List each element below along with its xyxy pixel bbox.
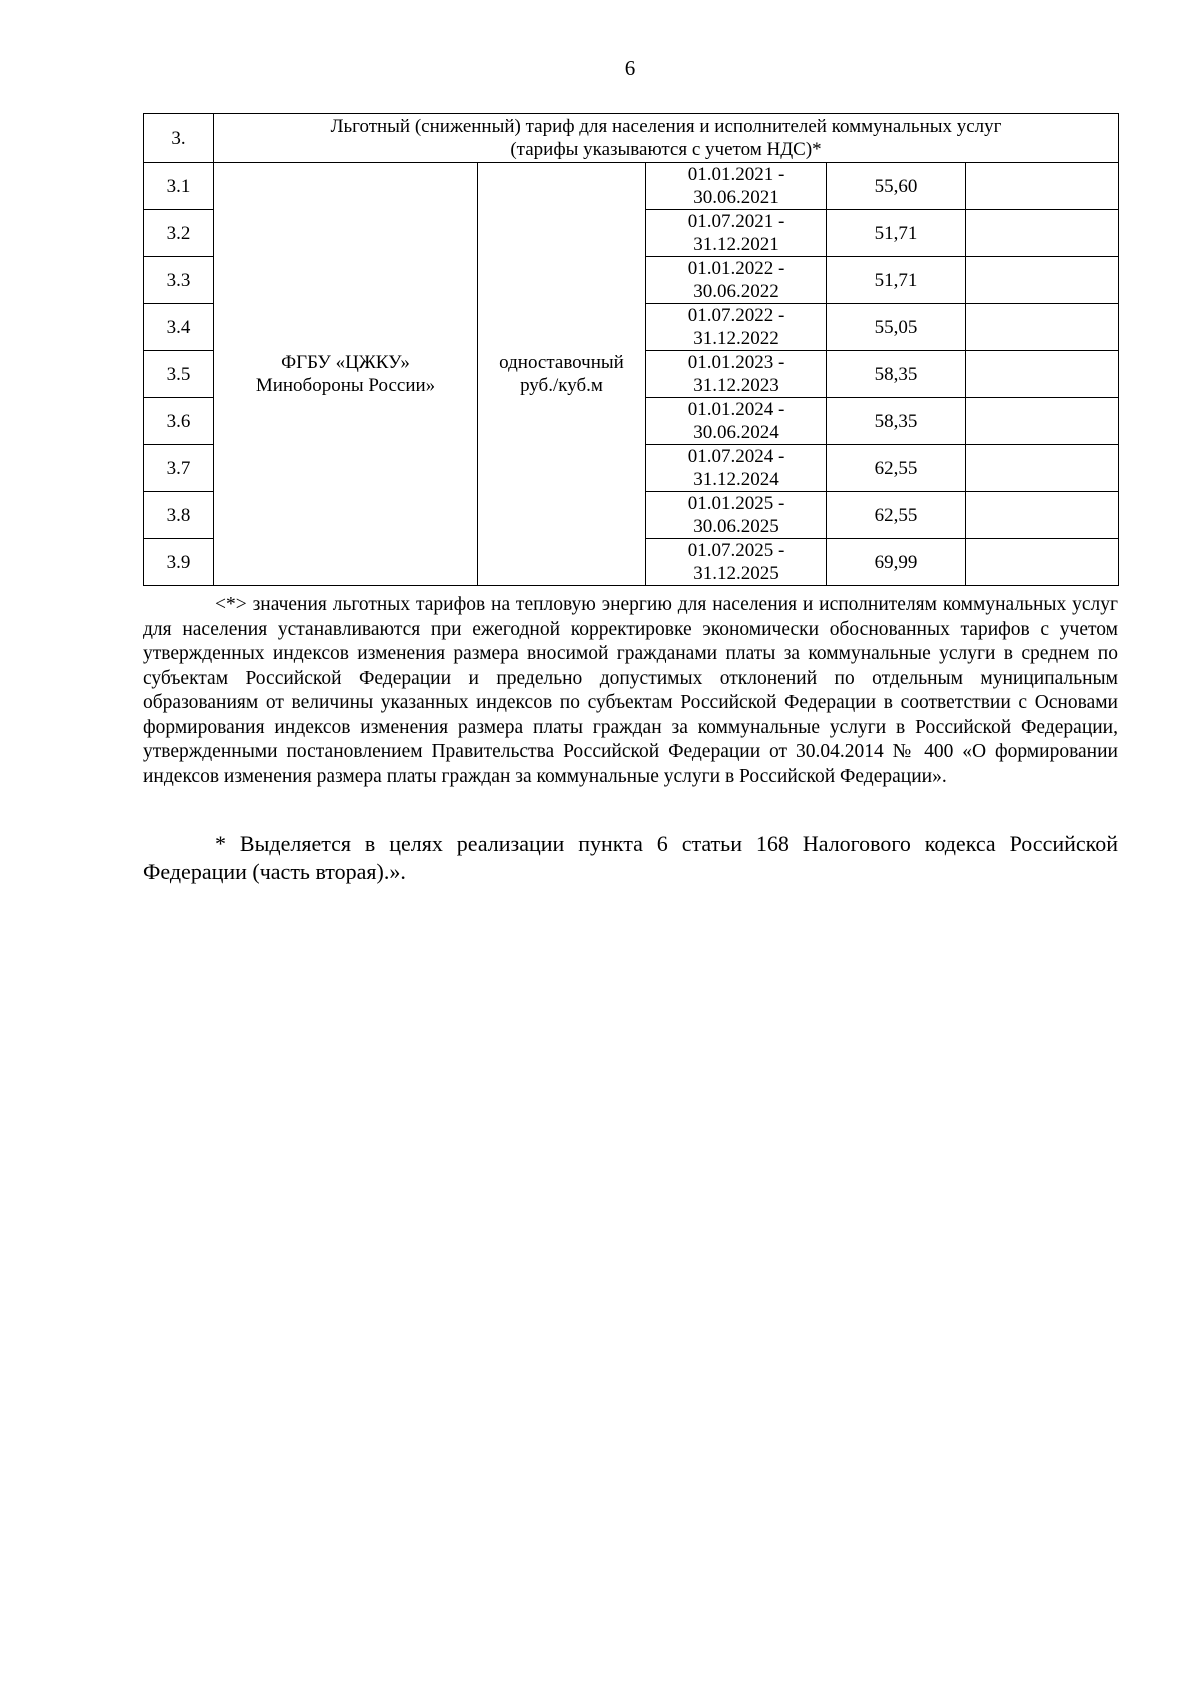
row-number: 3.2 [144, 210, 214, 257]
period-cell [646, 351, 827, 398]
period-start: 01.01.2024 - [687, 399, 785, 420]
empty-cell [966, 398, 1119, 445]
period-start: 01.01.2021 - [687, 164, 785, 185]
empty-cell [966, 304, 1119, 351]
section-header-row [144, 114, 1119, 163]
tariff-table [143, 113, 1119, 586]
period-start: 01.01.2022 - [687, 258, 785, 279]
table-row [144, 163, 1119, 210]
row-number: 3.8 [144, 492, 214, 539]
period-end: 31.12.2022 [693, 328, 779, 349]
row-number: 3.3 [144, 257, 214, 304]
period-end: 30.06.2025 [693, 516, 779, 537]
period-start: 01.01.2025 - [687, 493, 785, 514]
row-number: 3.7 [144, 445, 214, 492]
period-start: 01.07.2025 - [687, 540, 785, 561]
tariff-value: 69,99 [827, 539, 966, 586]
section-title [214, 114, 1119, 163]
page-number: 6 [624, 56, 636, 80]
period-start: 01.07.2022 - [687, 305, 785, 326]
section-number: 3. [144, 114, 214, 163]
period-cell [646, 210, 827, 257]
period-cell [646, 539, 827, 586]
row-number: 3.5 [144, 351, 214, 398]
row-number: 3.6 [144, 398, 214, 445]
footnote-vat-note: * Выделяется в целях реализации пункта 6 статьи 168 Налогового кодекса Российской Федерации (часть вторая).». [143, 831, 1118, 884]
empty-cell [966, 492, 1119, 539]
section-title-line2: (тарифы указываются с учетом НДС)* [510, 139, 822, 160]
tariff-value: 51,71 [827, 210, 966, 257]
tariff-value: 55,05 [827, 304, 966, 351]
period-cell [646, 398, 827, 445]
empty-cell [966, 163, 1119, 210]
empty-cell [966, 539, 1119, 586]
period-end: 31.12.2023 [693, 375, 779, 396]
period-end: 30.06.2022 [693, 281, 779, 302]
tariff-type-cell [478, 163, 646, 586]
period-cell [646, 257, 827, 304]
period-cell [646, 304, 827, 351]
tariff-value: 58,35 [827, 351, 966, 398]
section-title-line1: Льготный (сниженный) тариф для населения и исполнителей коммунальных услуг [330, 116, 1002, 137]
tariff-value: 62,55 [827, 445, 966, 492]
tariff-unit: руб./куб.м [520, 375, 603, 396]
row-number: 3.1 [144, 163, 214, 210]
row-number: 3.9 [144, 539, 214, 586]
tariff-value: 58,35 [827, 398, 966, 445]
tariff-value: 55,60 [827, 163, 966, 210]
period-cell [646, 163, 827, 210]
period-end: 31.12.2025 [693, 563, 779, 584]
empty-cell [966, 351, 1119, 398]
footnote-tariff-note: <*> значения льготных тарифов на тепловую энергию для населения и исполнителям коммунальных услуг для населения устанавливаются при ежегодной корректировке экономически обоснованных тарифов с учетом утвержденных индексов изменения размера вносимой гражданами платы за коммунальные услуги в среднем по субъектам Российской Федерации и предельно допустимых отклонений по отдельным муниципальным образованиям от величины указанных индексов по субъектам Российской Федерации в соответствии с Основами формирования индексов изменения размера платы граждан за коммунальные услуги в Российской Федерации, утвержденными постановлением Правительства Российской Федерации от 30.04.2014 № 400 «О формировании индексов изменения размера платы граждан за коммунальные услуги в Российской Федерации». [143, 594, 1118, 787]
tariff-type: одноставочный [499, 352, 624, 373]
organization-line2: Минобороны России» [255, 375, 436, 396]
empty-cell [966, 210, 1119, 257]
period-start: 01.07.2021 - [687, 211, 785, 232]
tariff-value: 51,71 [827, 257, 966, 304]
period-start: 01.01.2023 - [687, 352, 785, 373]
period-end: 30.06.2024 [693, 422, 779, 443]
empty-cell [966, 257, 1119, 304]
period-cell [646, 492, 827, 539]
organization-cell [214, 163, 478, 586]
organization-line1: ФГБУ «ЦЖКУ» [281, 352, 410, 373]
period-end: 31.12.2024 [693, 469, 779, 490]
period-end: 30.06.2021 [693, 187, 779, 208]
empty-cell [966, 445, 1119, 492]
row-number: 3.4 [144, 304, 214, 351]
tariff-value: 62,55 [827, 492, 966, 539]
period-end: 31.12.2021 [693, 234, 779, 255]
period-cell [646, 445, 827, 492]
period-start: 01.07.2024 - [687, 446, 785, 467]
